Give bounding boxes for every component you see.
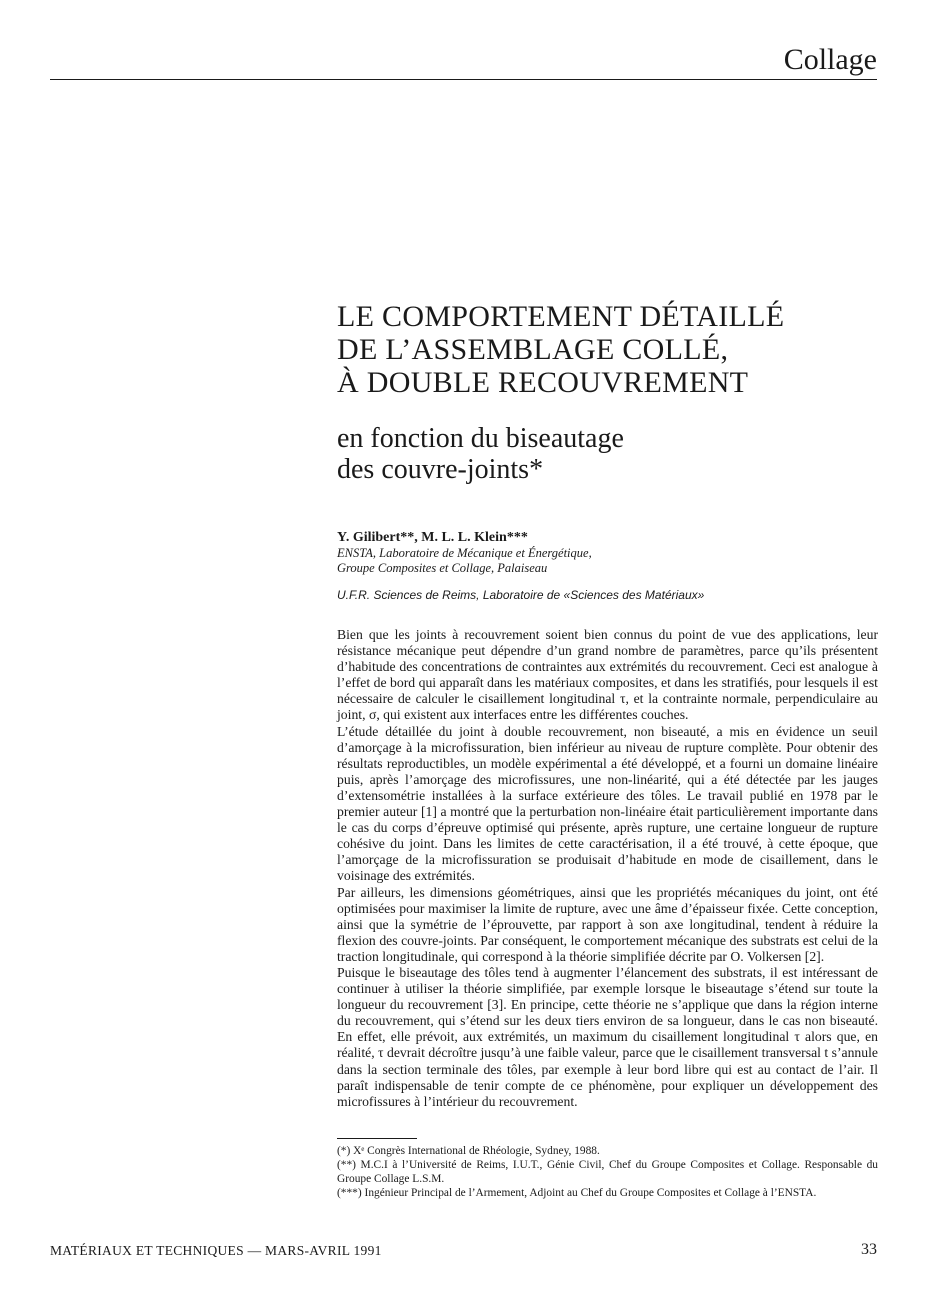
- journal-footer: MATÉRIAUX ET TECHNIQUES — MARS-AVRIL 1991: [50, 1243, 382, 1258]
- header-rule: [50, 79, 877, 80]
- footnotes: [337, 1144, 878, 1200]
- authors: Y. Gilibert**, M. L. L. Klein***: [337, 530, 528, 545]
- footnote: (***) Ingénieur Principal de l’Armement, Adjoint au Chef du Groupe Composites et Collage à l’ENSTA.: [337, 1187, 817, 1199]
- affiliation-line-1: ENSTA, Laboratoire de Mécanique et Énergétique,: [337, 546, 592, 560]
- subtitle-line-2: des couvre-joints*: [337, 454, 544, 485]
- article-body: [337, 627, 878, 1110]
- footnote-rule: [337, 1138, 417, 1139]
- body-paragraph: L’étude détaillée du joint à double recouvrement, non biseauté, a mis en évidence un seuil d’amorçage à la microfissuration, bien inférieur au niveau de rupture complète. Pour obtenir des résultats reproductibles, un modèle expérimental a été développé, et a fourni un domaine linéaire puis, après l’amorçage des microfissures, une non-linéarité, qui a été détectée par les jauges d’extensométrie installées à la surface extérieure des tôles. Le travail publié en 1978 par le premier auteur [1] a montré que la perturbation non-linéaire était particulièrement importante dans le cas du corps d’épreuve optimisé qui présente, après rupture, une certaine longueur de rupture cohésive du joint. Dans les limites de cette caractérisation, il a été trouvé, à cette époque, que l’amorçage de la microfissuration se produisait d’habitude en mode de cisaillement, dans le voisinage des extrémités.: [337, 723, 878, 884]
- section-title: Collage: [783, 43, 877, 76]
- title-line-3: À DOUBLE RECOUVREMENT: [337, 366, 749, 399]
- title-line-2: DE L’ASSEMBLAGE COLLÉ,: [337, 333, 729, 366]
- subtitle-line-1: en fonction du biseautage: [337, 423, 624, 454]
- body-paragraph: Bien que les joints à recouvrement soient bien connus du point de vue des applications, leur résistance mécanique peut dépendre d’un grand nombre de paramètres, parce qu’ils présentent d’habitude des concentrations de contraintes aux extrémités du recouvrement. Ceci est analogue à l’effet de bord qui apparaît dans les matériaux composites, et dans les stratifiés, pour lesquels il est nécessaire de calculer le cisaillement longitudinal τ, et la contrainte normale, perpendiculaire au joint, σ, qui existent aux interfaces entre les différentes couches.: [337, 627, 878, 723]
- affiliation-reims: U.F.R. Sciences de Reims, Laboratoire de «Sciences des Matériaux»: [337, 588, 705, 602]
- page-number: 33: [861, 1241, 877, 1258]
- body-paragraph: Par ailleurs, les dimensions géométriques, ainsi que les propriétés mécaniques du joint, ont été optimisées pour maximiser la limite de rupture, avec une âme d’épaisseur fixée. Cette conception, ainsi que la symétrie de l’éprouvette, par rapport à son axe longitudinal, tendent à réduire la flexion des couvre-joints. Par conséquent, le comportement mécanique des substrats est celui de la traction longitudinale, qui correspond à la théorie simplifiée décrite par O. Volkersen [2].: [337, 884, 878, 964]
- footnote: (**) M.C.I à l’Université de Reims, I.U.T., Génie Civil, Chef du Groupe Composites et Collage. Responsable du Groupe Collage L.S.M.: [337, 1159, 878, 1185]
- affiliation-line-2: Groupe Composites et Collage, Palaiseau: [337, 561, 548, 575]
- footnote: (*) Xᵉ Congrès International de Rhéologie, Sydney, 1988.: [337, 1145, 600, 1157]
- body-paragraph: Puisque le biseautage des tôles tend à augmenter l’élancement des substrats, il est intéressant de continuer à utiliser la théorie simplifiée, par exemple lorsque le biseautage s’étend sur toute la longueur du recouvrement [3]. En principe, cette théorie ne s’applique que dans la région interne du recouvrement, qui s’étend sur les deux tiers environ de sa longueur, dans le cas non biseauté. En effet, elle prévoit, aux extrémités, un maximum du cisaillement longitudinal τ alors que, en réalité, τ devrait décroître jusqu’à une faible valeur, parce que le cisaillement transversal t s’annule dans la section terminale des tôles, par exemple à leur bord libre qui est au contact de l’air. Il paraît indispensable de tenir compte de ce phénomène, pour expliquer un développement des microfissures à l’intérieur du recouvrement.: [337, 964, 878, 1109]
- article-subtitle: [337, 423, 897, 485]
- article-title: [337, 300, 897, 485]
- title-line-1: LE COMPORTEMENT DÉTAILLÉ: [337, 300, 785, 333]
- affiliation-ensta: [337, 546, 592, 576]
